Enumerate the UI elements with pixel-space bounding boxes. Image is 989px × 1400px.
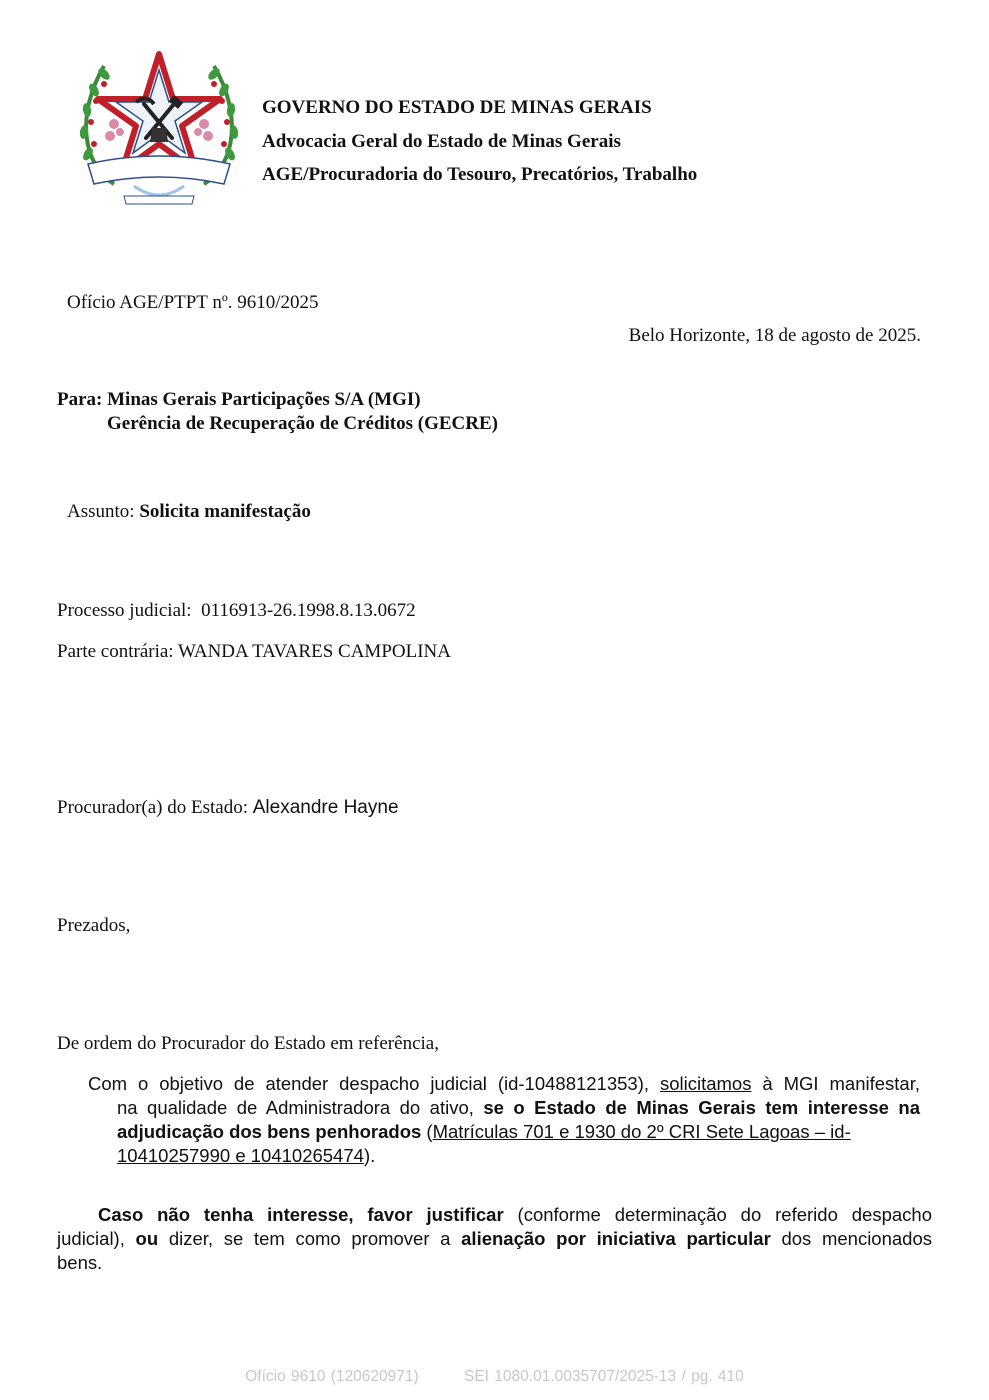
process-line — [57, 600, 416, 622]
recipient-label: Para: — [57, 389, 103, 410]
text-run: judicial), — [57, 1228, 136, 1249]
recipient-line-1 — [57, 389, 421, 411]
attorney-name: Alexandre Hayne — [252, 797, 399, 818]
recipient-name: Minas Gerais Participações S/A (MGI) — [107, 389, 421, 410]
bold-text: se o Estado de Minas Gerais tem interesse na — [483, 1097, 920, 1118]
text-run: dizer, se tem como promover a — [158, 1228, 462, 1249]
text-run: à MGI manifestar, — [751, 1073, 920, 1094]
footer-process-page: SEI 1080.01.0035707/2025-13 / pg. 410 — [464, 1368, 744, 1385]
text-run: Com o objetivo de atender despacho judicial (id-10488121353), — [88, 1073, 660, 1094]
intro-line: De ordem do Procurador do Estado em referência, — [57, 1033, 439, 1054]
footer-document-id: Ofício 9610 (120620971) — [245, 1368, 419, 1385]
page-footer — [0, 1368, 989, 1386]
paragraph-line — [88, 1096, 920, 1120]
minas-gerais-coat-of-arms-icon — [74, 44, 244, 208]
subject-line — [67, 501, 311, 523]
text-run: na qualidade de Administradora do ativo, — [117, 1097, 484, 1118]
underlined-text: Matrículas 701 e 1930 do 2º CRI Sete Lagoas – id- — [432, 1121, 851, 1142]
underlined-text: 10410257990 e 10410265474 — [117, 1145, 364, 1166]
attorney-line — [57, 797, 399, 819]
recipient-line-2: Gerência de Recuperação de Créditos (GECRE) — [107, 413, 499, 434]
greeting: Prezados, — [57, 915, 131, 936]
text-run: (conforme determinação do referido despacho — [503, 1204, 932, 1225]
header-department-name: AGE/Procuradoria do Tesouro, Precatórios, Trabalho — [262, 164, 698, 185]
header-government-name: GOVERNO DO ESTADO DE MINAS GERAIS — [262, 97, 652, 118]
bold-text: ou — [135, 1228, 159, 1249]
process-label: Processo judicial: — [57, 600, 192, 621]
opposing-party-name: WANDA TAVARES CAMPOLINA — [178, 641, 451, 662]
paragraph-line — [88, 1144, 920, 1168]
subject-value: Solicita manifestação — [139, 501, 311, 522]
bold-text: alienação por iniciativa particular — [461, 1228, 771, 1249]
paragraph-line: bens. — [57, 1252, 103, 1273]
paragraph-alternative — [57, 1203, 932, 1275]
process-number: 0116913-26.1998.8.13.0672 — [201, 600, 416, 621]
text-run: dos mencionados — [770, 1228, 933, 1249]
paragraph-line — [88, 1120, 920, 1144]
bold-text: adjudicação dos bens penhorados — [117, 1121, 422, 1142]
opposing-party-label: Parte contrária: — [57, 641, 174, 662]
text-run: ). — [363, 1145, 376, 1166]
document-date: Belo Horizonte, 18 de agosto de 2025. — [628, 325, 921, 346]
text-run: ( — [421, 1121, 433, 1142]
attorney-label: Procurador(a) do Estado: — [57, 797, 248, 818]
paragraph-line — [88, 1072, 920, 1096]
underlined-text: solicitamos — [659, 1073, 752, 1094]
subject-label: Assunto: — [67, 501, 135, 522]
paragraph-line — [57, 1203, 932, 1227]
header-agency-name: Advocacia Geral do Estado de Minas Gerais — [262, 131, 621, 152]
opposing-party-line — [57, 641, 451, 663]
paragraph-request — [88, 1072, 920, 1168]
paragraph-line — [57, 1227, 932, 1251]
bold-text: Caso não tenha interesse, favor justificar — [98, 1204, 504, 1225]
oficio-number: Ofício AGE/PTPT nº. 9610/2025 — [67, 292, 319, 313]
